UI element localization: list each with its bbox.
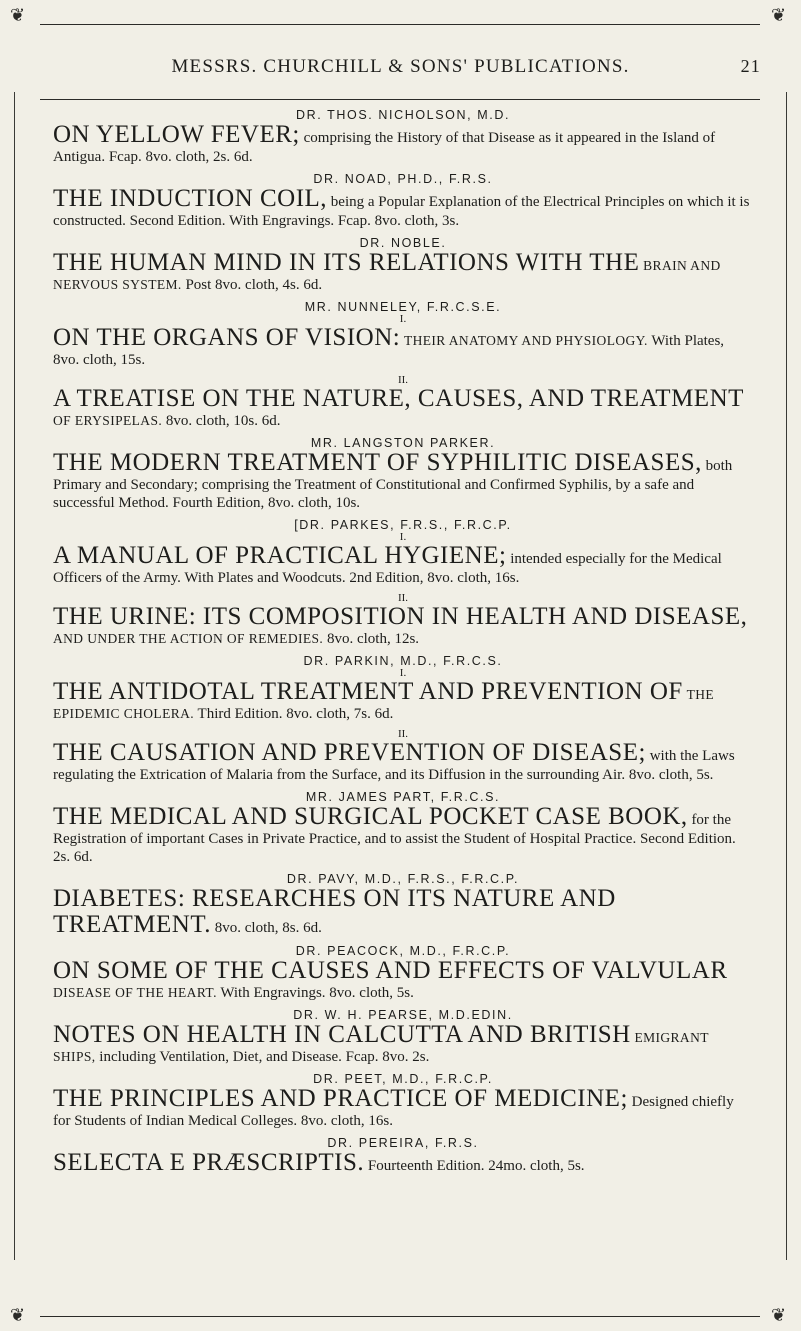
publication-entry [53,1008,753,1066]
entry-text [53,679,753,723]
top-rule [40,24,760,25]
entry-description: Designed chiefly for Students of Indian Medical Colleges. 8vo. cloth, 16s. [53,1094,734,1129]
entry-description: Fourteenth Edition. 24mo. cloth, 5s. [367,1158,585,1174]
entry-number: II. [397,374,409,386]
entry-title: SELECTA E PRÆSCRIPTIS. [53,1149,365,1176]
entry-author: DR. PAVY, M.D., F.R.S., F.R.C.P. [286,872,520,886]
entry-author: DR. NOBLE. [359,236,447,250]
publication-entry [53,1136,753,1176]
entry-title: THE ANTIDOTAL TREATMENT AND PREVENTION OF [53,678,683,705]
entry-text [53,740,753,784]
entry-title: A TREATISE ON THE NATURE, CAUSES, AND TREATMENT [53,385,744,412]
page-number: 21 [740,56,761,76]
bottom-rule [40,1316,760,1317]
header-rule [40,99,760,100]
corner-ornament-icon: ❦ [771,1305,787,1325]
entry-description: with the Laws regulating the Extrication of Malaria from the Surface, and its Diffusion in the surrounding Air. 8vo. cloth, 5s. [53,748,735,783]
publication-list [53,108,753,1182]
entry-description: Third Edition. 8vo. cloth, 7s. 6d. [197,706,394,722]
entry-author: MR. NUNNELEY, F.R.C.S.E. [304,300,502,314]
entry-author: DR. THOS. NICHOLSON, M.D. [295,108,511,122]
entry-description: including Ventilation, Diet, and Disease. Fcap. 8vo. 2s. [99,1049,430,1065]
publication-entry [53,436,753,512]
entry-subtitle: AND UNDER THE ACTION OF REMEDIES. [53,631,324,646]
entry-text [53,122,753,166]
entry-text [53,543,753,587]
entry-description: 8vo. cloth, 12s. [326,631,420,647]
entry-text [53,450,753,512]
entry-description: Post 8vo. cloth, 4s. 6d. [185,277,323,293]
entry-text [53,250,753,294]
publication-entry [53,872,753,938]
publication-entry [53,729,753,784]
entry-text [53,1022,753,1066]
entry-text [53,958,753,1002]
entry-subtitle: THE EPIDEMIC CHOLERA. [53,687,715,721]
corner-ornament-icon: ❦ [10,1305,26,1325]
entry-text [53,1150,753,1176]
entry-description: With Engravings. 8vo. cloth, 5s. [220,985,414,1001]
corner-ornament-icon: ❦ [10,5,26,25]
entry-number: II. [397,728,409,740]
entry-title: THE URINE: ITS COMPOSITION IN HEALTH AND DISEASE, [53,603,748,630]
entry-text [53,804,753,866]
publication-entry [53,172,753,230]
publication-entry [53,236,753,294]
entry-subtitle: THEIR ANATOMY AND PHYSIOLOGY. [403,333,648,348]
entry-title: DIABETES: RESEARCHES ON ITS NATURE AND TREATMENT. [53,885,616,938]
entry-author: DR. PEACOCK, M.D., F.R.C.P. [295,944,511,958]
entry-title: THE MODERN TREATMENT OF SYPHILITIC DISEASES, [53,449,702,476]
entry-title: THE HUMAN MIND IN ITS RELATIONS WITH THE [53,249,640,276]
entry-title: THE MEDICAL AND SURGICAL POCKET CASE BOOK, [53,803,688,830]
entry-subtitle: OF ERYSIPELAS. [53,413,163,428]
publication-entry [53,790,753,866]
publication-entry [53,300,753,369]
publication-entry [53,375,753,430]
publication-entry [53,654,753,723]
entry-title: ON SOME OF THE CAUSES AND EFFECTS OF VALVULAR [53,957,728,984]
entry-text [53,386,753,430]
entry-description: intended especially for the Medical Officers of the Army. With Plates and Woodcuts. 2nd Edition, 8vo. cloth, 16s. [53,551,722,586]
right-border [786,92,787,1260]
entry-author: DR. PEREIRA, F.R.S. [327,1136,479,1150]
entry-title: ON THE ORGANS OF VISION: [53,324,401,351]
header-title: MESSRS. CHURCHILL & SONS' PUBLICATIONS. [171,56,630,77]
entry-title: ON YELLOW FEVER; [53,121,300,148]
publication-entry [53,108,753,166]
entry-author: DR. PEET, M.D., F.R.C.P. [313,1072,493,1086]
entry-text [53,186,753,230]
entry-description: both Primary and Secondary; comprising the Treatment of Constitutional and Confirmed Syphilis, by a safe and successful Method. Fourth Edition, 8vo. cloth, 10s. [53,458,733,511]
entry-subtitle: EMIGRANT SHIPS, [53,1030,709,1064]
entry-description: being a Popular Explanation of the Electrical Principles on which it is constructed. Second Edition. With Engravings. Fcap. 8vo. cloth, 3s. [53,194,750,229]
publication-entry [53,593,753,648]
publication-entry [53,518,753,587]
entry-text [53,1086,753,1130]
entry-title: NOTES ON HEALTH IN CALCUTTA AND BRITISH [53,1021,631,1048]
publication-entry [53,944,753,1002]
entry-text [53,604,753,648]
corner-ornament-icon: ❦ [771,5,787,25]
entry-text [53,325,753,369]
entry-number: I. [399,531,407,543]
entry-description: 8vo. cloth, 10s. 6d. [165,413,281,429]
entry-author: MR. JAMES PART, F.R.C.S. [305,790,501,804]
entry-author: DR. W. H. PEARSE, M.D.EDIN. [293,1008,513,1022]
entry-title: THE CAUSATION AND PREVENTION OF DISEASE; [53,739,646,766]
entry-subtitle: BRAIN AND NERVOUS SYSTEM. [53,258,721,292]
publication-entry [53,1072,753,1130]
entry-description: for the Registration of important Cases in Private Practice, and to assist the Student of Hospital Practice. Second Edition. 2s. 6d. [53,812,736,865]
entry-subtitle: DISEASE OF THE HEART. [53,985,217,1000]
entry-number: II. [397,592,409,604]
entry-author: DR. NOAD, PH.D., F.R.S. [313,172,493,186]
entry-title: A MANUAL OF PRACTICAL HYGIENE; [53,542,507,569]
entry-author: DR. PARKIN, M.D., F.R.C.S. [303,654,503,668]
entry-title: THE PRINCIPLES AND PRACTICE OF MEDICINE; [53,1085,628,1112]
entry-description: comprising the History of that Disease as it appeared in the Island of Antigua. Fcap. 8vo. cloth, 2s. 6d. [53,130,716,165]
entry-text [53,886,753,938]
entry-title: THE INDUCTION COIL, [53,185,328,212]
entry-author: MR. LANGSTON PARKER. [310,436,496,450]
entry-author: [DR. PARKES, F.R.S., F.R.C.P. [294,518,512,532]
entry-description: With Plates, 8vo. cloth, 15s. [53,333,725,368]
entry-number: I. [399,667,407,679]
running-header [0,56,801,78]
entry-description: 8vo. cloth, 8s. 6d. [214,920,322,936]
entry-number: I. [399,313,407,325]
left-border [14,92,15,1260]
